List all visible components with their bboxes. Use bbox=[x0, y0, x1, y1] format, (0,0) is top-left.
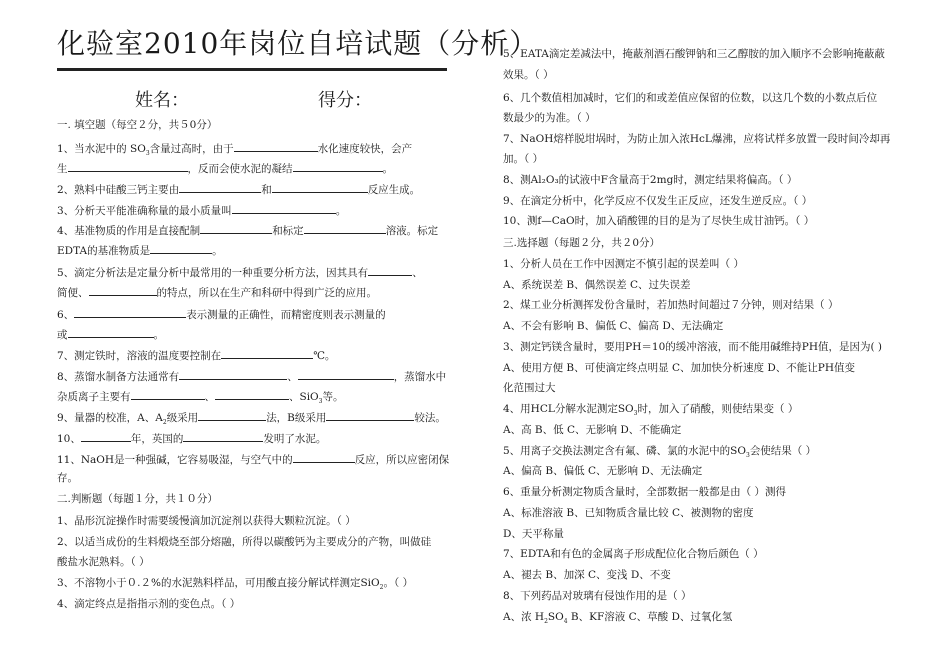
q6-text: 。 bbox=[153, 329, 164, 341]
score-label: 得分： bbox=[318, 90, 372, 111]
q7-text: 7、测定铁时，溶液的温度要控制在 bbox=[57, 350, 222, 362]
name-label: 姓名： bbox=[135, 90, 189, 111]
q10 bbox=[57, 430, 326, 446]
answer-blank[interactable] bbox=[221, 347, 313, 359]
choice-7: 7、EDTA和有色的金属离子形成配位化合物后颜色（ ） bbox=[503, 548, 764, 560]
q11-line2: 存。 bbox=[57, 472, 78, 484]
q7 bbox=[57, 347, 335, 363]
q10-text: 发明了水泥。 bbox=[263, 433, 327, 445]
q6-line2 bbox=[57, 326, 164, 342]
judge-7-line2: 加。（ ） bbox=[503, 153, 544, 165]
judge-9: 9、在滴定分析中，化学反应不仅发生正反应，还发生逆反应。（ ） bbox=[503, 195, 813, 207]
answer-blank[interactable] bbox=[68, 160, 188, 172]
q9-sub: 2 bbox=[162, 419, 167, 426]
choice-5-text: 5、用离子交换法测定含有氟、磷、氯的水泥中的SO bbox=[503, 445, 746, 457]
q1-text: 水化速度较快，会产 bbox=[317, 143, 413, 155]
q7-text: ℃。 bbox=[313, 350, 336, 362]
judge-4: 4、滴定终点是指指示剂的变色点。（ ） bbox=[57, 598, 241, 610]
choice-4-sub: 3 bbox=[633, 410, 638, 417]
answer-blank[interactable] bbox=[293, 160, 383, 172]
q2-text: 和 bbox=[261, 184, 272, 196]
choice-3: 3、测定钙镁含量时，要用PH＝10的缓冲溶液，而不能用碱维持PH值，是因为( ) bbox=[503, 341, 883, 353]
q9 bbox=[57, 409, 446, 430]
judge-3-text: 。（ ） bbox=[383, 577, 414, 589]
section-fill-heading: 一. 填空题（每空２分，共５0分） bbox=[57, 119, 218, 131]
q6-text: 6、 bbox=[57, 309, 75, 321]
answer-blank[interactable] bbox=[215, 388, 289, 400]
q8-text: 、 bbox=[287, 371, 298, 383]
q5-text: 简便、 bbox=[57, 287, 89, 299]
q9-text: 9、量器的校准，A、A bbox=[57, 412, 163, 424]
q9-text: 法，B级采用 bbox=[266, 412, 327, 424]
q6-text: 或 bbox=[57, 329, 68, 341]
choice-1-options: A、系统误差 B、偶然误差 C、过失误差 bbox=[503, 279, 691, 291]
choice-5 bbox=[503, 444, 816, 463]
q8-line1 bbox=[57, 368, 446, 384]
choice-8-sub: 2 bbox=[544, 618, 548, 625]
choice-8-sub: 4 bbox=[563, 618, 568, 625]
q1-text: 含量过高时，由于 bbox=[149, 143, 234, 155]
choice-6: 6、重量分析测定物质含量时，全部数据一般都是由（ ）测得 bbox=[503, 486, 787, 498]
q9-text: 级采用 bbox=[166, 412, 199, 424]
judge-2-line2: 酸盐水泥熟料。（ ） bbox=[57, 556, 150, 568]
answer-blank[interactable] bbox=[272, 181, 368, 193]
q2 bbox=[57, 181, 420, 197]
choice-3-options-cont: 化范围过大 bbox=[503, 382, 556, 394]
choice-7-options: A、褪去 B、加深 C、变浅 D、不变 bbox=[503, 569, 671, 581]
choice-8-options bbox=[503, 610, 732, 629]
judge-2-line1: 2、以适当成份的生料煅烧至部分熔融，所得以碳酸钙为主要成分的产物，叫做硅 bbox=[57, 536, 432, 548]
q3-text: 3、分析天平能准确称量的最小质量叫 bbox=[57, 205, 232, 217]
q1-line1 bbox=[57, 140, 412, 161]
judge-6-line1: 6、几个数值相加减时，它们的和或差值应保留的位数，以这几个数的小数点后位 bbox=[503, 92, 878, 104]
choice-8-text: B、KF溶液 C、草酸 D、过氧化氢 bbox=[567, 611, 733, 623]
q9-text: 较法。 bbox=[414, 412, 446, 424]
choice-2: 2、煤工业分析测挥发份含量时，若加热时间超过７分钟，则对结果（ ） bbox=[503, 299, 839, 311]
choice-5-text: 会使结果（ ） bbox=[749, 445, 817, 457]
q4-text: 。 bbox=[212, 245, 223, 257]
answer-blank[interactable] bbox=[234, 140, 318, 152]
q11-line1 bbox=[57, 451, 449, 467]
q4-line2 bbox=[57, 242, 223, 258]
q11-text: 11、NaOH是一种强碱，它容易吸湿，与空气中的 bbox=[57, 454, 293, 466]
judge-8: 8、测Al₂O₃的试液中F含量高于2mg时，测定结果将偏高。（ ） bbox=[503, 174, 798, 186]
q4-text: EDTA的基准物质是 bbox=[57, 245, 151, 257]
choice-4-text: 4、用HCL分解水泥测定SO bbox=[503, 403, 634, 415]
answer-blank[interactable] bbox=[304, 222, 386, 234]
answer-blank[interactable] bbox=[179, 181, 261, 193]
answer-blank[interactable] bbox=[68, 326, 154, 338]
choice-3-options: A、使用方便 B、可使滴定终点明显 C、加加快分析速度 D、不能让PH值变 bbox=[503, 362, 855, 374]
answer-blank[interactable] bbox=[200, 222, 272, 234]
choice-1: 1、分析人员在工作中因测定不慎引起的误差叫（ ） bbox=[503, 258, 745, 270]
q8-line2 bbox=[57, 388, 344, 409]
choice-6-options: A、标准溶液 B、已知物质含量比较 C、被测物的密度 bbox=[503, 507, 754, 519]
q5-text: 、 bbox=[412, 267, 423, 279]
q4-text: 溶液。标定 bbox=[385, 225, 439, 237]
q8-text: 、SiO bbox=[289, 391, 319, 403]
q8-text: 等。 bbox=[322, 391, 344, 403]
q10-text: 年，英国的 bbox=[130, 433, 184, 445]
judge-7-line1: 7、NaOH熔样脱坩埚时，为防止加入浓HcL爆沸，应将试样多放置一段时间冷却再 bbox=[503, 133, 891, 145]
judge-1: 1、晶形沉淀操作时需要缓慢滴加沉淀剂以获得大颗粒沉淀。（ ） bbox=[57, 515, 356, 527]
q8-sub: 3 bbox=[318, 398, 323, 405]
judge-6-line2: 数最少的为准。（ ） bbox=[503, 112, 596, 124]
q1-line2 bbox=[57, 160, 393, 176]
q11-text: 反应，所以应密闭保 bbox=[354, 454, 450, 466]
q8-text: ，蒸馏水中 bbox=[393, 371, 447, 383]
choice-8: 8、下列药品对玻璃有侵蚀作用的是（ ） bbox=[503, 590, 692, 602]
q4-text: 和标定 bbox=[272, 225, 304, 237]
answer-blank[interactable] bbox=[232, 202, 336, 214]
title-rule bbox=[57, 68, 447, 71]
q1-text: 。 bbox=[382, 163, 393, 175]
q5-line2 bbox=[57, 284, 377, 300]
answer-blank[interactable] bbox=[81, 430, 131, 442]
choice-4 bbox=[503, 402, 798, 421]
choice-5-sub: 3 bbox=[745, 452, 750, 459]
judge-3-sub: 2 bbox=[379, 584, 384, 591]
choice-4-options: A、高 B、低 C、无影响 D、不能确定 bbox=[503, 424, 682, 436]
q4-text: 4、基准物质的作用是直接配制 bbox=[57, 225, 201, 237]
answer-blank[interactable] bbox=[89, 284, 157, 296]
q6-line1 bbox=[57, 306, 386, 322]
q10-text: 10、 bbox=[57, 433, 81, 445]
q6-text: 表示测量的正确性，而精密度则表示测量的 bbox=[186, 309, 386, 321]
q3-text: 。 bbox=[335, 205, 347, 217]
choice-8-text: SO bbox=[547, 611, 564, 623]
q1-text: 生 bbox=[57, 163, 68, 175]
section-judge-heading: 二.判断题（每题１分，共１０分） bbox=[57, 493, 218, 505]
q1-sub: 3 bbox=[145, 150, 150, 157]
answer-blank[interactable] bbox=[179, 368, 287, 380]
q1-text: ，反而会使水泥的凝结 bbox=[187, 163, 293, 175]
answer-blank[interactable] bbox=[131, 388, 205, 400]
judge-3-text: 3、不溶物小于０.２%的水泥熟料样品，可用酸直接分解试样测定SiO bbox=[57, 577, 380, 589]
judge-3 bbox=[57, 576, 413, 595]
answer-blank[interactable] bbox=[326, 409, 414, 421]
choice-4-text: 时，加入了硝酸，则使结果变（ ） bbox=[637, 403, 799, 415]
q8-text: 8、蒸馏水制备方法通常有 bbox=[57, 371, 180, 383]
q4-line1 bbox=[57, 222, 438, 238]
answer-blank[interactable] bbox=[368, 264, 412, 276]
choice-2-options: A、不会有影响 B、偏低 C、偏高 D、无法确定 bbox=[503, 320, 724, 332]
exam-title: 化验室2010年岗位自培试题（分析） bbox=[57, 27, 539, 60]
q1-text: 1、当水泥中的 SO bbox=[57, 143, 146, 155]
q8-text: 、 bbox=[204, 391, 215, 403]
judge-10: 10、测f—CaO时，加入硝酸锂的目的是为了尽快生成甘油钙。（ ） bbox=[503, 215, 815, 227]
answer-blank[interactable] bbox=[298, 368, 394, 380]
q3 bbox=[57, 202, 346, 218]
choice-6-options-cont: D、天平称量 bbox=[503, 528, 564, 540]
answer-blank[interactable] bbox=[183, 430, 263, 442]
answer-blank[interactable] bbox=[74, 306, 186, 318]
choice-8-text: A、浓 H bbox=[503, 611, 545, 623]
answer-blank[interactable] bbox=[293, 451, 355, 463]
judge-5-line2: 效果。（ ） bbox=[503, 69, 554, 81]
q2-text: 反应生成。 bbox=[367, 184, 421, 196]
q2-text: 2、熟料中硅酸三钙主要由 bbox=[57, 184, 180, 196]
q8-text: 杂质离子主要有 bbox=[57, 391, 131, 403]
q5-text: 的特点，所以在生产和科研中得到广泛的应用。 bbox=[156, 287, 377, 299]
section-choice-heading: 三.选择题（每题２分，共２0分） bbox=[503, 237, 661, 249]
choice-5-options: A、偏高 B、偏低 C、无影响 D、无法确定 bbox=[503, 465, 703, 477]
q5-text: 5、滴定分析法是定量分析中最常用的一种重要分析方法，因其具有 bbox=[57, 267, 369, 279]
q5-line1 bbox=[57, 264, 423, 280]
answer-blank[interactable] bbox=[150, 242, 212, 254]
judge-5-line1: 5、EATA滴定差减法中，掩蔽剂酒石酸钾钠和三乙醇胺的加入顺序不会影响掩蔽蔽 bbox=[503, 48, 885, 60]
answer-blank[interactable] bbox=[198, 409, 266, 421]
